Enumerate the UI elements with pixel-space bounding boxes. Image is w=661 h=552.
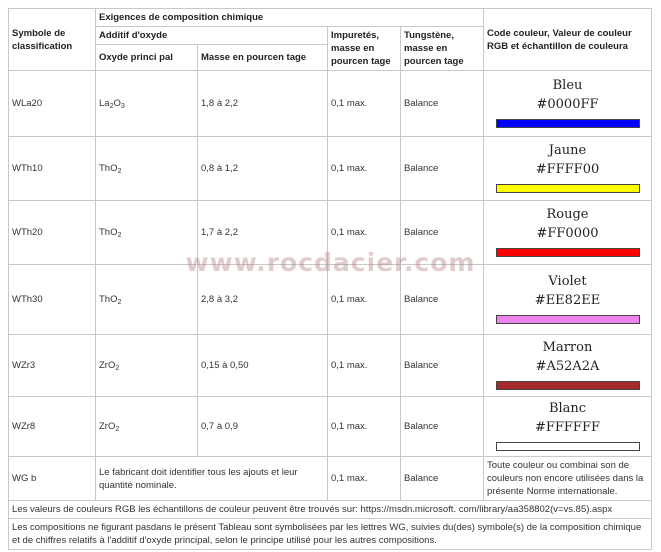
row-symbol: WZr8: [9, 397, 96, 457]
row-oxide: ZrO$_2$: [96, 335, 198, 397]
table-row: [9, 397, 652, 457]
row-color: [484, 265, 652, 335]
row-color: [484, 335, 652, 397]
row-symbol: WTh20: [9, 201, 96, 265]
row-tungsten: Balance: [401, 201, 484, 265]
row-symbol: WTh30: [9, 265, 96, 335]
header-symbol: Symbole de classification: [9, 9, 96, 71]
row-symbol: WLa20: [9, 71, 96, 137]
row-impurities: 0,1 max.: [328, 137, 401, 201]
row-symbol: WZr3: [9, 335, 96, 397]
color-swatch: [496, 442, 640, 451]
color-hex: #FFFFFF: [534, 420, 600, 435]
row-color: [484, 201, 652, 265]
row-color: [484, 397, 652, 457]
header-mass: Masse en pourcen tage: [198, 45, 328, 71]
color-swatch: [496, 315, 640, 324]
color-hex: #EE82EE: [534, 293, 601, 308]
row-symbol: WTh10: [9, 137, 96, 201]
row-color: [484, 71, 652, 137]
additive-note: Le fabricant doit identifier tous les ajouts et leur quantité nominale.: [96, 457, 328, 501]
color-swatch: [496, 248, 640, 257]
row-oxide: ThO$_2$: [96, 137, 198, 201]
footnote-rgb: Les valeurs de couleurs RGB les échantillons de couleur peuvent être trouvés sur: https://msdn.microsoft. com/library/aa358802(v=vs.85).aspx: [9, 501, 652, 519]
row-impurities: 0,1 max.: [328, 201, 401, 265]
row-tungsten: Balance: [401, 137, 484, 201]
row-tungsten: Balance: [401, 71, 484, 137]
row-mass: 1,8 à 2,2: [198, 71, 328, 137]
color-hex: #A52A2A: [535, 359, 600, 374]
color-name: Jaune: [548, 143, 587, 158]
row-impurities: 0,1 max.: [328, 457, 401, 501]
color-name: Marron: [542, 340, 593, 355]
row-impurities: 0,1 max.: [328, 335, 401, 397]
row-impurities: 0,1 max.: [328, 397, 401, 457]
color-swatch: [496, 381, 640, 390]
color-name: Violet: [548, 274, 587, 289]
color-note: Toute couleur ou combinai son de couleurs non encore utilisées dans la présente Norme internationale.: [484, 457, 652, 501]
row-impurities: 0,1 max.: [328, 265, 401, 335]
row-tungsten: Balance: [401, 335, 484, 397]
header-additive: Additif d'oxyde: [96, 27, 328, 45]
color-name: Blanc: [548, 401, 587, 416]
header-impurities: Impuretés, masse en pourcen tage: [328, 27, 401, 71]
header-tungsten: Tungstène, masse en pourcen tage: [401, 27, 484, 71]
watermark: www.rocdacier.com: [185, 248, 476, 277]
row-oxide: ZrO$_2$: [96, 397, 198, 457]
color-swatch: [496, 184, 640, 193]
color-name: Rouge: [546, 207, 589, 222]
table-row: [9, 265, 652, 335]
table-row: [9, 137, 652, 201]
color-hex: #FFFF00: [535, 162, 600, 177]
row-mass: 0,15 à 0,50: [198, 335, 328, 397]
row-mass: 0,7 à 0,9: [198, 397, 328, 457]
table-row: [9, 71, 652, 137]
row-color: [484, 137, 652, 201]
row-tungsten: Balance: [401, 457, 484, 501]
row-tungsten: Balance: [401, 397, 484, 457]
row-symbol: WG b: [9, 457, 96, 501]
row-mass: 0,8 à 1,2: [198, 137, 328, 201]
header-color: Code couleur, Valeur de couleur RGB et échantillon de couleura: [484, 9, 652, 71]
footnote-compositions: Les compositions ne figurant pasdans le présent Tableau sont symbolisées par les lettres WG, suivies du(des) symbole(s) de la composition chimique et de chiffres relatifs à l'additif d'oxyde principal, selon le principe utilisé pour les autres compositions.: [9, 519, 652, 550]
row-oxide: ThO$_2$: [96, 265, 198, 335]
table-row: [9, 335, 652, 397]
color-hex: #0000FF: [536, 97, 599, 112]
header-group: Exigences de composition chimique: [96, 9, 484, 27]
color-name: Bleu: [552, 78, 583, 93]
row-oxide: ThO$_2$: [96, 201, 198, 265]
table-row-other: [9, 457, 652, 501]
row-impurities: 0,1 max.: [328, 71, 401, 137]
row-oxide: $La_2O_3$: [96, 71, 198, 137]
color-hex: #FF0000: [536, 226, 599, 241]
row-mass: 1,7 à 2,2: [198, 201, 328, 265]
composition-table: [8, 8, 652, 550]
row-mass: 2,8 à 3,2: [198, 265, 328, 335]
table-row: [9, 201, 652, 265]
row-tungsten: Balance: [401, 265, 484, 335]
header-oxide: Oxyde princi pal: [96, 45, 198, 71]
color-swatch: [496, 119, 640, 128]
